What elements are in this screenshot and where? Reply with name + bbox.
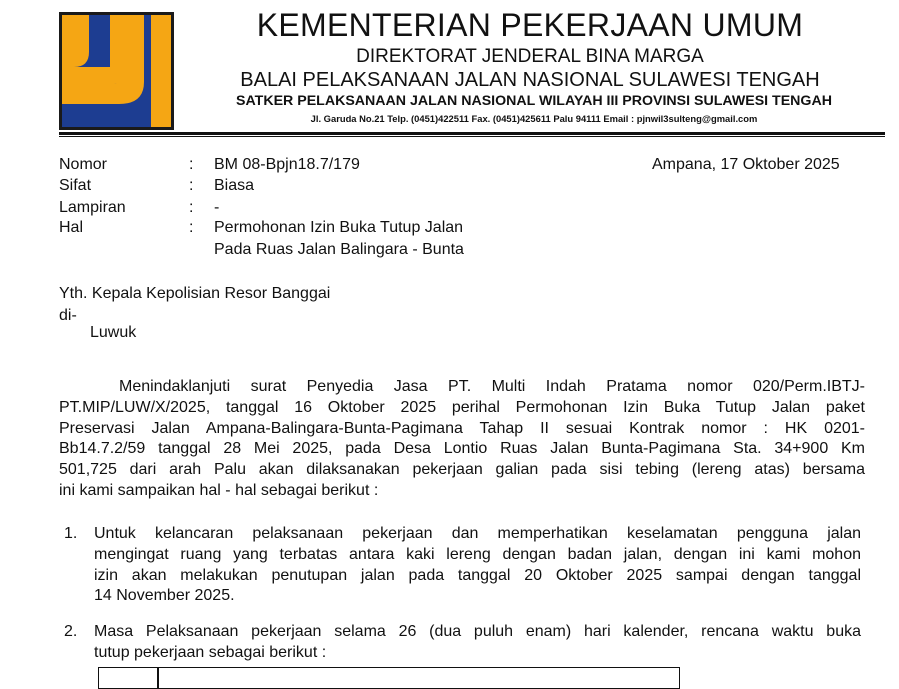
recipient-di: di- — [59, 307, 77, 324]
item-line: tutup pekerjaan sebagai berikut : — [94, 643, 327, 661]
paragraph-line: 501,725 dari arah Palu akan dilaksanakan pekerjaan galian pada sisi tebing (lereng atas) bersama — [59, 461, 865, 479]
paragraph-line: PT.MIP/LUW/X/2025, tanggal 16 Oktober 2025 perihal Permohonan Izin Buka Tutup Jalan paket — [59, 398, 865, 416]
item-line: Untuk kelancaran pelaksanaan pekerjaan dan memperhatikan keselamatan pengguna jalan — [94, 525, 861, 542]
directorate-title: DIREKTORAT JENDERAL BINA MARGA — [356, 46, 704, 67]
opening-paragraph — [59, 377, 865, 502]
item-line: Masa Pelaksanaan pekerjaan selama 26 (dua puluh enam) hari kalender, rencana waktu buka — [94, 623, 861, 640]
hal-value-1: Permohonan Izin Buka Tutup Jalan — [214, 219, 464, 236]
header-rule-thin — [59, 136, 885, 137]
office-title: BALAI PELAKSANAAN JALAN NASIONAL SULAWESI TENGAH — [240, 69, 820, 91]
hal-value-2: Pada Ruas Jalan Balingara - Bunta — [214, 241, 464, 258]
sifat-value: Biasa — [214, 177, 255, 194]
nomor-value: BM 08-Bpjn18.7/179 — [214, 156, 360, 173]
sifat-colon: : — [189, 177, 194, 194]
hal-label: Hal — [59, 219, 84, 236]
list-number: 2. — [64, 623, 78, 640]
schedule-table — [98, 667, 680, 689]
ministry-title: KEMENTERIAN PEKERJAAN UMUM — [256, 7, 804, 43]
item-line: 14 November 2025. — [94, 587, 235, 605]
lampiran-label: Lampiran — [59, 199, 126, 216]
header-rule — [59, 132, 885, 135]
lampiran-value: - — [214, 199, 220, 216]
address-line: Jl. Garuda No.21 Telp. (0451)422511 Fax. (0451)425611 Palu 94111 Email : pjnwil3sulteng@gmail.com — [310, 113, 758, 124]
paragraph-line: Menindaklanjuti surat Penyedia Jasa PT. Multi Indah Pratama nomor 020/Perm.IBTJ- — [119, 378, 865, 395]
table-divider — [157, 668, 159, 688]
nomor-label: Nomor — [59, 156, 108, 173]
place-date: Ampana, 17 Oktober 2025 — [652, 156, 840, 173]
recipient-line: Yth. Kepala Kepolisian Resor Banggai — [59, 285, 331, 302]
paragraph-line: Preservasi Jalan Ampana-Balingara-Bunta-Pagimana Tahap II sesuai Kontrak nomor : HK 0201- — [59, 419, 865, 437]
hal-colon: : — [189, 219, 194, 236]
nomor-colon: : — [189, 156, 194, 173]
item-line: izin akan melakukan penutupan jalan pada tanggal 20 Oktober 2025 sampai dengan tanggal — [94, 566, 861, 584]
pu-logo-emblem — [59, 12, 174, 130]
pu-logo — [59, 12, 174, 130]
paragraph-line: ini kami sampaikan hal - hal sebagai berikut : — [59, 481, 379, 499]
paragraph-line: Bb14.7.2/59 tanggal 28 Mei 2025, pada Desa Lontio Ruas Jalan Bunta-Pagimana Sta. 34+900 Km — [59, 440, 865, 458]
list-number: 1. — [64, 525, 78, 542]
unit-title: SATKER PELAKSANAAN JALAN NASIONAL WILAYAH III PROVINSI SULAWESI TENGAH — [236, 93, 832, 109]
sifat-label: Sifat — [59, 177, 92, 194]
item-line: mengingat ruang yang terbatas antara kaki lereng dengan badan jalan, dengan ini kami mohon — [94, 545, 861, 563]
lampiran-colon: : — [189, 199, 194, 216]
recipient-city: Luwuk — [90, 324, 137, 341]
